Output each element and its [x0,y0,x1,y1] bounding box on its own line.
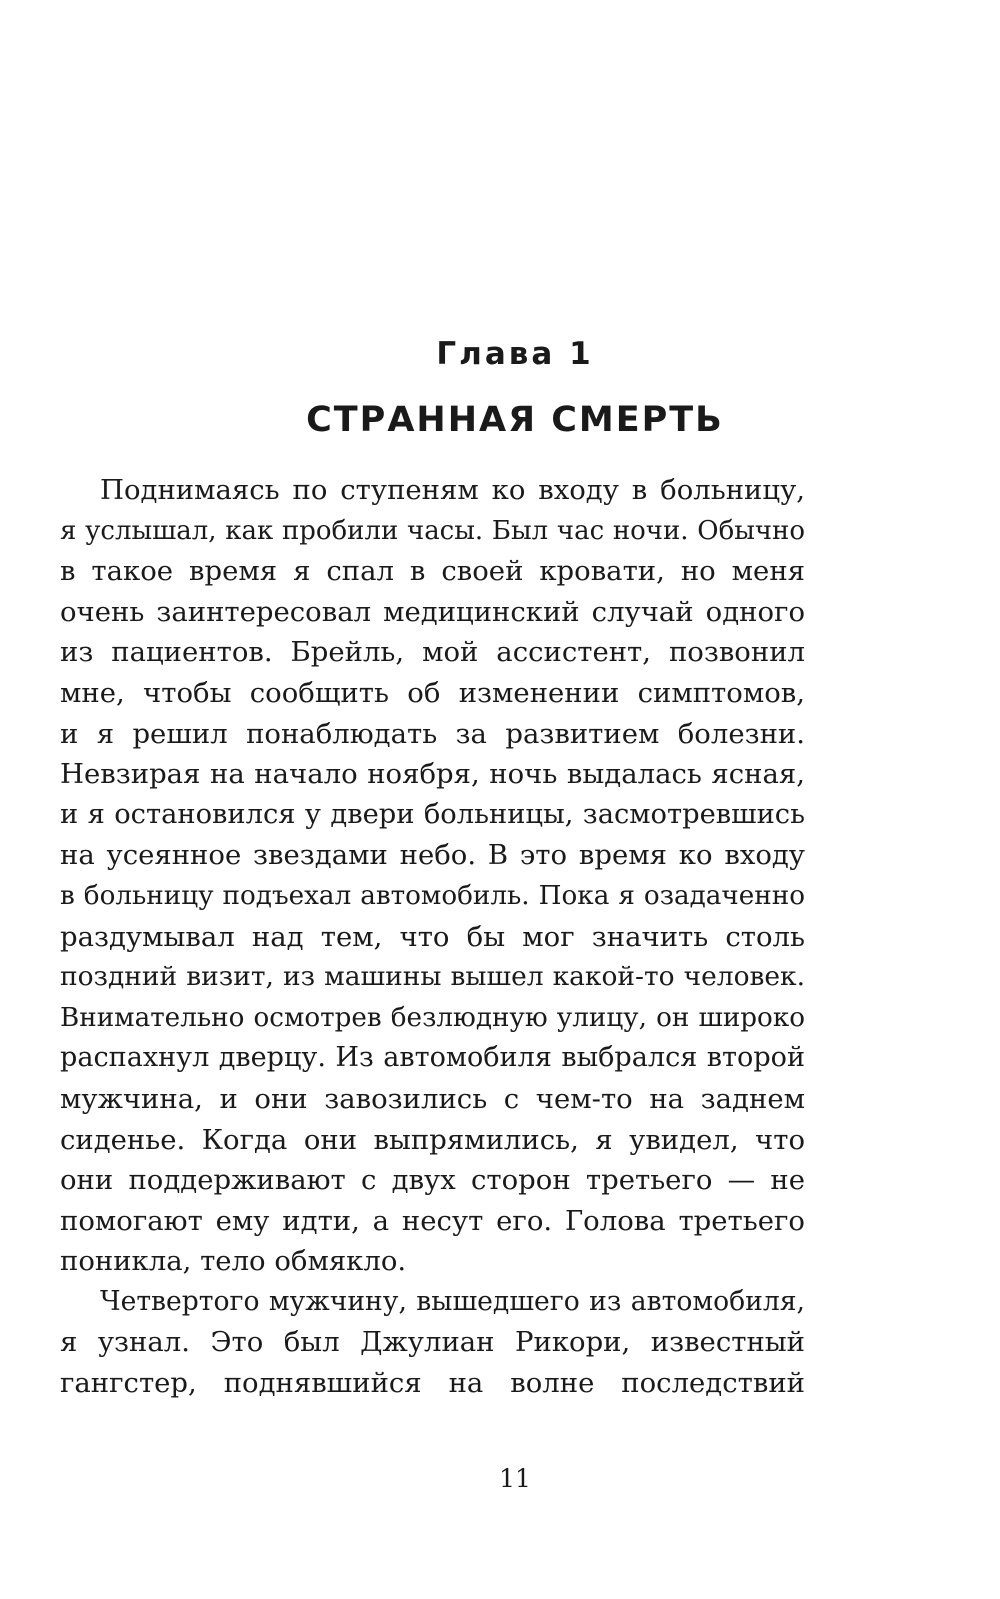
text-line: и я остановился у двери больницы, засмотревшись [60,798,805,830]
text-line: мне, чтобы сообщить об изменении симптомов, [60,676,805,709]
text-line: в такое время я спал в своей кровати, но меня [60,555,805,588]
text-line: мужчина, и они завозились с чем-то на заднем [60,1082,805,1115]
text-line: помогают ему идти, а несут его. Голова третьего [60,1204,805,1237]
text-line: и я решил понаблюдать за развитием болезни. [60,717,805,750]
text-line: раздумывал над тем, что бы мог значить столь [60,920,805,953]
paragraph-1 [60,470,805,1282]
text-line: Поднимаясь по ступеням ко входу в больницу, [100,474,805,506]
chapter-title: СТРАННАЯ СМЕРТЬ [306,400,724,440]
text-line: Четвертого мужчину, вышедшего из автомобиля, [100,1285,805,1317]
text-line: из пациентов. Брейль, мой ассистент, позвонил [60,636,805,669]
text-line: Невзирая на начало ноября, ночь выдалась ясная, [60,758,805,791]
text-line: Внимательно осмотрев безлюдную улицу, он широко [60,1002,805,1033]
text-line: распахнул дверцу. Из автомобиля выбрался второй [60,1042,805,1074]
chapter-label: Глава 1 [436,336,594,372]
text-line: на усеянное звездами небо. В это время ко входу [60,839,805,872]
paragraph-2 [60,1282,805,1404]
text-line: в больницу подъехал автомобиль. Пока я озадаченно [60,880,805,911]
page-number: 11 [499,1464,531,1493]
text-line: очень заинтересовал медицинский случай одного [60,595,805,628]
text-line: они поддерживают с двух сторон третьего — не [60,1164,805,1197]
text-line: я услышал, как пробили часы. Был час ночи. Обычно [60,515,805,546]
text-line: я узнал. Это был Джулиан Рикори, известный [60,1326,805,1359]
body-text [60,470,805,1404]
text-line: сиденье. Когда они выпрямились, я увидел, что [60,1123,805,1156]
text-line: поздний визит, из машины вышел какой-то человек. [60,961,805,993]
text-line: поникла, тело обмякло. [60,1245,407,1278]
text-line: гангстер, поднявшийся на волне последствий [60,1367,805,1400]
